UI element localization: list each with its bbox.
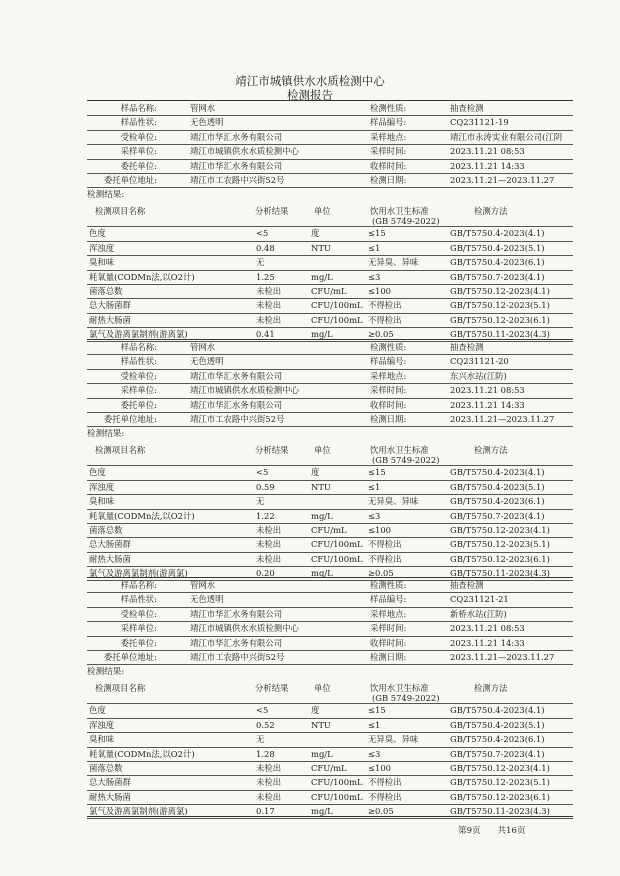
info-row bbox=[87, 116, 573, 130]
cell-item: 色度 bbox=[89, 467, 106, 478]
cell-method: GB/T5750.4-2023(5.1) bbox=[450, 719, 545, 730]
results-label: 检测结果: bbox=[87, 190, 125, 201]
col-header-standard: 饮用水卫生标准 bbox=[370, 445, 429, 456]
table-row bbox=[87, 553, 573, 567]
cell-unit: CFU/100mL bbox=[311, 539, 363, 550]
cell-item: 菌落总数 bbox=[89, 524, 123, 535]
label-commissioning-unit: 委托单位: bbox=[120, 399, 157, 410]
value-sampling-place: 靖江市永涛实业有限公司(江阴 bbox=[450, 131, 563, 142]
value-receive-time: 2023.11.21 14:33 bbox=[450, 399, 525, 410]
results-heading bbox=[87, 665, 573, 679]
value-test-nature: 抽查检测 bbox=[450, 342, 484, 352]
label-sample-name: 样品名称: bbox=[120, 103, 157, 113]
table-row bbox=[87, 805, 573, 819]
results-table-header bbox=[87, 202, 573, 227]
cell-unit: mg/L bbox=[311, 568, 333, 579]
value-sample-name: 管网水 bbox=[190, 342, 216, 352]
cell-method: GB/T5750.12-2023(5.1) bbox=[450, 539, 550, 550]
cell-unit: CFU/100mL bbox=[311, 300, 363, 311]
cell-item: 耐热大肠菌 bbox=[89, 314, 131, 325]
cell-item: 氯气及游离氯制剂(游离氯) bbox=[89, 806, 188, 817]
value-sample-name: 管网水 bbox=[190, 103, 216, 113]
value-receive-time: 2023.11.21 14:33 bbox=[450, 160, 525, 171]
cell-unit: 度 bbox=[311, 705, 320, 716]
value-sample-name: 管网水 bbox=[190, 580, 216, 590]
info-row bbox=[87, 131, 573, 145]
cell-item: 浑浊度 bbox=[89, 242, 115, 253]
col-header-item: 检测项目名称 bbox=[95, 445, 146, 456]
cell-standard: 不得检出 bbox=[368, 300, 402, 311]
col-header-result: 分析结果 bbox=[255, 206, 289, 217]
cell-unit: NTU bbox=[311, 481, 331, 492]
cell-standard: ≤3 bbox=[368, 510, 381, 521]
cell-method: GB/T5750.12-2023(4.1) bbox=[450, 285, 550, 296]
table-row bbox=[87, 510, 573, 524]
cell-method: GB/T5750.11-2023(4.3) bbox=[450, 806, 550, 817]
label-sample-no: 样品编号: bbox=[370, 356, 407, 367]
cell-standard: ≥0.05 bbox=[368, 806, 394, 817]
value-sampling-time: 2023.11.21 08:53 bbox=[450, 385, 525, 396]
label-sample-nature: 样品性状: bbox=[120, 356, 157, 367]
col-header-standard-code: (GB 5749-2022) bbox=[372, 455, 440, 466]
label-sampling-place: 采样地点: bbox=[370, 608, 407, 619]
info-row bbox=[87, 341, 573, 355]
info-row bbox=[87, 160, 573, 174]
results-table-header bbox=[87, 441, 573, 466]
cell-result: 无 bbox=[256, 257, 265, 268]
cell-method: GB/T5750.4-2023(5.1) bbox=[450, 481, 545, 492]
value-commissioning-address: 靖江市工农路中兴街52号 bbox=[190, 413, 285, 424]
table-row bbox=[87, 791, 573, 805]
cell-unit: 度 bbox=[311, 467, 320, 478]
cell-item: 氯气及游离氯制剂(游离氯) bbox=[89, 329, 188, 340]
cell-result: 0.48 bbox=[256, 242, 275, 253]
cell-unit: mg/L bbox=[311, 510, 333, 521]
value-commissioning-unit: 靖江市华汇水务有限公司 bbox=[190, 637, 283, 648]
cell-method: GB/T5750.11-2023(4.3) bbox=[450, 568, 550, 579]
label-sampling-unit: 采样单位: bbox=[120, 623, 157, 634]
sample-block bbox=[87, 341, 573, 581]
cell-standard: 无异臭、异味 bbox=[368, 257, 419, 268]
info-row bbox=[87, 145, 573, 159]
cell-item: 臭和味 bbox=[89, 257, 115, 268]
value-sample-no: CQ231121-20 bbox=[450, 356, 509, 367]
info-row bbox=[87, 384, 573, 398]
value-entrusted-unit: 靖江市华汇水务有限公司 bbox=[190, 131, 283, 142]
label-commissioning-address: 委托单位地址: bbox=[103, 413, 157, 424]
cell-result: 0.20 bbox=[256, 568, 275, 579]
cell-unit: mg/L bbox=[311, 748, 333, 759]
page-footer bbox=[458, 824, 540, 836]
cell-standard: ≤15 bbox=[368, 467, 386, 478]
cell-item: 菌落总数 bbox=[89, 285, 123, 296]
cell-method: GB/T5750.4-2023(6.1) bbox=[450, 734, 545, 745]
cell-method: GB/T5750.12-2023(6.1) bbox=[450, 791, 550, 802]
cell-result: <5 bbox=[256, 228, 269, 239]
value-sampling-unit: 靖江市城镇供水水质检测中心 bbox=[190, 623, 299, 634]
cell-result: 无 bbox=[256, 734, 265, 745]
cell-standard: 不得检出 bbox=[368, 777, 402, 788]
cell-unit: CFU/mL bbox=[311, 762, 347, 773]
info-row bbox=[87, 622, 573, 636]
cell-result: 未检出 bbox=[256, 553, 282, 564]
col-header-result: 分析结果 bbox=[255, 445, 289, 456]
cell-item: 菌落总数 bbox=[89, 762, 123, 773]
cell-unit: CFU/mL bbox=[311, 285, 347, 296]
cell-item: 浑浊度 bbox=[89, 481, 115, 492]
results-label: 检测结果: bbox=[87, 667, 125, 678]
value-sampling-time: 2023.11.21 08:53 bbox=[450, 146, 525, 157]
value-commissioning-unit: 靖江市华汇水务有限公司 bbox=[190, 399, 283, 410]
info-row bbox=[87, 608, 573, 622]
cell-method: GB/T5750.4-2023(4.1) bbox=[450, 467, 545, 478]
cell-standard: ≤15 bbox=[368, 705, 386, 716]
cell-method: GB/T5750.12-2023(6.1) bbox=[450, 314, 550, 325]
cell-method: GB/T5750.7-2023(4.1) bbox=[450, 510, 545, 521]
table-row bbox=[87, 704, 573, 718]
table-row bbox=[87, 719, 573, 733]
cell-item: 臭和味 bbox=[89, 734, 115, 745]
cell-item: 耐热大肠菌 bbox=[89, 791, 131, 802]
table-row bbox=[87, 285, 573, 299]
label-receive-time: 收样时间: bbox=[370, 160, 407, 171]
value-receive-time: 2023.11.21 14:33 bbox=[450, 637, 525, 648]
section-rule bbox=[87, 339, 573, 340]
cell-result: <5 bbox=[256, 467, 269, 478]
table-row bbox=[87, 748, 573, 762]
value-entrusted-unit: 靖江市华汇水务有限公司 bbox=[190, 370, 283, 381]
cell-item: 氯气及游离氯制剂(游离氯) bbox=[89, 568, 188, 579]
label-sampling-time: 采样时间: bbox=[370, 385, 407, 396]
cell-result: 1.25 bbox=[256, 271, 275, 282]
results-heading bbox=[87, 188, 573, 202]
results-heading bbox=[87, 427, 573, 441]
cell-result: 未检出 bbox=[256, 314, 282, 325]
section-rule bbox=[87, 577, 573, 578]
col-header-item: 检测项目名称 bbox=[95, 683, 146, 694]
col-header-method: 检测方法 bbox=[474, 445, 508, 456]
table-row bbox=[87, 762, 573, 776]
label-sampling-unit: 采样单位: bbox=[120, 385, 157, 396]
table-row bbox=[87, 733, 573, 747]
col-header-method: 检测方法 bbox=[474, 206, 508, 217]
cell-unit: CFU/mL bbox=[311, 524, 347, 535]
cell-method: GB/T5750.7-2023(4.1) bbox=[450, 271, 545, 282]
value-commissioning-address: 靖江市工农路中兴街52号 bbox=[190, 174, 285, 185]
cell-item: 臭和味 bbox=[89, 496, 115, 507]
table-row bbox=[87, 466, 573, 480]
cell-unit: 度 bbox=[311, 228, 320, 239]
cell-standard: 不得检出 bbox=[368, 791, 402, 802]
value-sampling-time: 2023.11.21 08:53 bbox=[450, 623, 525, 634]
cell-standard: ≤3 bbox=[368, 271, 381, 282]
info-row bbox=[87, 651, 573, 665]
col-header-standard-code: (GB 5749-2022) bbox=[372, 693, 440, 704]
cell-method: GB/T5750.4-2023(6.1) bbox=[450, 257, 545, 268]
cell-method: GB/T5750.4-2023(4.1) bbox=[450, 228, 545, 239]
sample-block bbox=[87, 579, 573, 819]
col-header-unit: 单位 bbox=[314, 683, 331, 694]
cell-item: 耗氧量(CODMn法,以O2计) bbox=[89, 510, 195, 521]
label-test-nature: 检测性质: bbox=[370, 342, 407, 352]
cell-method: GB/T5750.4-2023(6.1) bbox=[450, 496, 545, 507]
label-test-date: 检测日期: bbox=[370, 651, 407, 662]
cell-standard: ≤1 bbox=[368, 242, 381, 253]
cell-result: 未检出 bbox=[256, 300, 282, 311]
table-row bbox=[87, 227, 573, 241]
cell-result: 未检出 bbox=[256, 524, 282, 535]
cell-unit: CFU/100mL bbox=[311, 314, 363, 325]
table-row bbox=[87, 242, 573, 256]
info-row bbox=[87, 174, 573, 188]
value-sample-nature: 无色透明 bbox=[190, 117, 224, 128]
cell-item: 耗氧量(CODMn法,以O2计) bbox=[89, 748, 195, 759]
section-rule bbox=[87, 816, 573, 817]
cell-result: 未检出 bbox=[256, 762, 282, 773]
cell-standard: ≥0.05 bbox=[368, 568, 394, 579]
cell-method: GB/T5750.11-2023(4.3) bbox=[450, 329, 550, 340]
cell-result: 0.41 bbox=[256, 329, 275, 340]
value-test-date: 2023.11.21—2023.11.27 bbox=[450, 413, 555, 424]
cell-method: GB/T5750.12-2023(6.1) bbox=[450, 553, 550, 564]
cell-result: 未检出 bbox=[256, 791, 282, 802]
cell-standard: ≤100 bbox=[368, 762, 392, 773]
page-number: 第9页 bbox=[458, 826, 481, 836]
cell-item: 浑浊度 bbox=[89, 719, 115, 730]
cell-item: 总大肠菌群 bbox=[89, 300, 131, 311]
label-sample-no: 样品编号: bbox=[370, 117, 407, 128]
col-header-standard-code: (GB 5749-2022) bbox=[372, 216, 440, 227]
cell-result: 1.22 bbox=[256, 510, 275, 521]
cell-standard: 不得检出 bbox=[368, 553, 402, 564]
label-sample-name: 样品名称: bbox=[120, 342, 157, 352]
cell-unit: mg/L bbox=[311, 271, 333, 282]
cell-result: <5 bbox=[256, 705, 269, 716]
value-test-date: 2023.11.21—2023.11.27 bbox=[450, 174, 555, 185]
col-header-unit: 单位 bbox=[314, 445, 331, 456]
label-sample-no: 样品编号: bbox=[370, 594, 407, 605]
value-test-nature: 抽查检测 bbox=[450, 103, 484, 113]
info-row bbox=[87, 102, 573, 116]
cell-unit: CFU/100mL bbox=[311, 777, 363, 788]
label-receive-time: 收样时间: bbox=[370, 399, 407, 410]
label-test-nature: 检测性质: bbox=[370, 580, 407, 590]
cell-method: GB/T5750.4-2023(5.1) bbox=[450, 242, 545, 253]
cell-item: 总大肠菌群 bbox=[89, 777, 131, 788]
label-entrusted-unit: 受检单位: bbox=[120, 608, 157, 619]
value-sample-nature: 无色透明 bbox=[190, 356, 224, 367]
label-test-date: 检测日期: bbox=[370, 413, 407, 424]
label-commissioning-unit: 委托单位: bbox=[120, 637, 157, 648]
table-row bbox=[87, 481, 573, 495]
cell-method: GB/T5750.12-2023(4.1) bbox=[450, 762, 550, 773]
cell-unit: CFU/100mL bbox=[311, 553, 363, 564]
label-entrusted-unit: 受检单位: bbox=[120, 370, 157, 381]
info-row bbox=[87, 413, 573, 427]
value-sampling-unit: 靖江市城镇供水水质检测中心 bbox=[190, 385, 299, 396]
results-table-header bbox=[87, 679, 573, 704]
cell-method: GB/T5750.4-2023(4.1) bbox=[450, 705, 545, 716]
label-sampling-place: 采样地点: bbox=[370, 131, 407, 142]
col-header-unit: 单位 bbox=[314, 206, 331, 217]
cell-item: 耗氧量(CODMn法,以O2计) bbox=[89, 271, 195, 282]
cell-result: 1.28 bbox=[256, 748, 275, 759]
page-total: 共16页 bbox=[497, 826, 526, 836]
cell-standard: 无异臭、异味 bbox=[368, 734, 419, 745]
value-sampling-place: 新桥水站(江防) bbox=[450, 608, 507, 619]
label-commissioning-address: 委托单位地址: bbox=[103, 651, 157, 662]
value-commissioning-unit: 靖江市华汇水务有限公司 bbox=[190, 160, 283, 171]
cell-result: 未检出 bbox=[256, 285, 282, 296]
cell-result: 未检出 bbox=[256, 777, 282, 788]
cell-result: 0.52 bbox=[256, 719, 275, 730]
table-row bbox=[87, 299, 573, 313]
section-rule bbox=[87, 100, 573, 101]
value-sample-no: CQ231121-21 bbox=[450, 594, 509, 605]
cell-unit: NTU bbox=[311, 242, 331, 253]
value-sampling-place: 东兴水站(江防) bbox=[450, 370, 507, 381]
label-test-date: 检测日期: bbox=[370, 174, 407, 185]
cell-standard: 无异臭、异味 bbox=[368, 496, 419, 507]
label-sampling-unit: 采样单位: bbox=[120, 146, 157, 157]
label-sampling-place: 采样地点: bbox=[370, 370, 407, 381]
cell-standard: 不得检出 bbox=[368, 314, 402, 325]
table-row bbox=[87, 256, 573, 270]
label-receive-time: 收样时间: bbox=[370, 637, 407, 648]
table-row bbox=[87, 314, 573, 328]
cell-standard: ≤1 bbox=[368, 481, 381, 492]
label-commissioning-address: 委托单位地址: bbox=[103, 174, 157, 185]
sample-block bbox=[87, 102, 573, 342]
info-row bbox=[87, 579, 573, 593]
value-sample-nature: 无色透明 bbox=[190, 594, 224, 605]
results-label: 检测结果: bbox=[87, 429, 125, 440]
cell-standard: 不得检出 bbox=[368, 539, 402, 550]
cell-standard: ≤15 bbox=[368, 228, 386, 239]
table-row bbox=[87, 538, 573, 552]
cell-result: 无 bbox=[256, 496, 265, 507]
label-sampling-time: 采样时间: bbox=[370, 146, 407, 157]
value-sample-no: CQ231121-19 bbox=[450, 117, 509, 128]
table-row bbox=[87, 524, 573, 538]
cell-unit: mg/L bbox=[311, 806, 333, 817]
cell-item: 总大肠菌群 bbox=[89, 539, 131, 550]
value-test-date: 2023.11.21—2023.11.27 bbox=[450, 651, 555, 662]
cell-item: 色度 bbox=[89, 228, 106, 239]
cell-result: 未检出 bbox=[256, 539, 282, 550]
table-row bbox=[87, 271, 573, 285]
label-commissioning-unit: 委托单位: bbox=[120, 160, 157, 171]
info-row bbox=[87, 399, 573, 413]
report-title: 检测报告 bbox=[287, 88, 333, 102]
value-entrusted-unit: 靖江市华汇水务有限公司 bbox=[190, 608, 283, 619]
label-sample-nature: 样品性状: bbox=[120, 594, 157, 605]
cell-method: GB/T5750.12-2023(5.1) bbox=[450, 777, 550, 788]
col-header-standard: 饮用水卫生标准 bbox=[370, 206, 429, 217]
info-row bbox=[87, 637, 573, 651]
label-sample-nature: 样品性状: bbox=[120, 117, 157, 128]
cell-method: GB/T5750.12-2023(4.1) bbox=[450, 524, 550, 535]
cell-item: 耐热大肠菌 bbox=[89, 553, 131, 564]
cell-standard: ≤3 bbox=[368, 748, 381, 759]
col-header-standard: 饮用水卫生标准 bbox=[370, 683, 429, 694]
label-sampling-time: 采样时间: bbox=[370, 623, 407, 634]
cell-result: 0.59 bbox=[256, 481, 275, 492]
cell-unit: mg/L bbox=[311, 329, 333, 340]
cell-standard: ≥0.05 bbox=[368, 329, 394, 340]
org-title: 靖江市城镇供水水质检测中心 bbox=[235, 74, 385, 88]
info-row bbox=[87, 355, 573, 369]
col-header-item: 检测项目名称 bbox=[95, 206, 146, 217]
cell-method: GB/T5750.12-2023(5.1) bbox=[450, 300, 550, 311]
label-test-nature: 检测性质: bbox=[370, 103, 407, 113]
cell-result: 0.17 bbox=[256, 806, 275, 817]
col-header-method: 检测方法 bbox=[474, 683, 508, 694]
value-commissioning-address: 靖江市工农路中兴街52号 bbox=[190, 651, 285, 662]
info-row bbox=[87, 370, 573, 384]
cell-method: GB/T5750.7-2023(4.1) bbox=[450, 748, 545, 759]
label-sample-name: 样品名称: bbox=[120, 580, 157, 590]
cell-standard: ≤100 bbox=[368, 285, 392, 296]
cell-standard: ≤100 bbox=[368, 524, 392, 535]
label-entrusted-unit: 受检单位: bbox=[120, 131, 157, 142]
value-sampling-unit: 靖江市城镇供水水质检测中心 bbox=[190, 146, 299, 157]
table-row bbox=[87, 776, 573, 790]
cell-standard: ≤1 bbox=[368, 719, 381, 730]
cell-unit: CFU/100mL bbox=[311, 791, 363, 802]
cell-item: 色度 bbox=[89, 705, 106, 716]
col-header-result: 分析结果 bbox=[255, 683, 289, 694]
table-row bbox=[87, 495, 573, 509]
info-row bbox=[87, 593, 573, 607]
cell-unit: NTU bbox=[311, 719, 331, 730]
value-test-nature: 抽查检测 bbox=[450, 580, 484, 590]
